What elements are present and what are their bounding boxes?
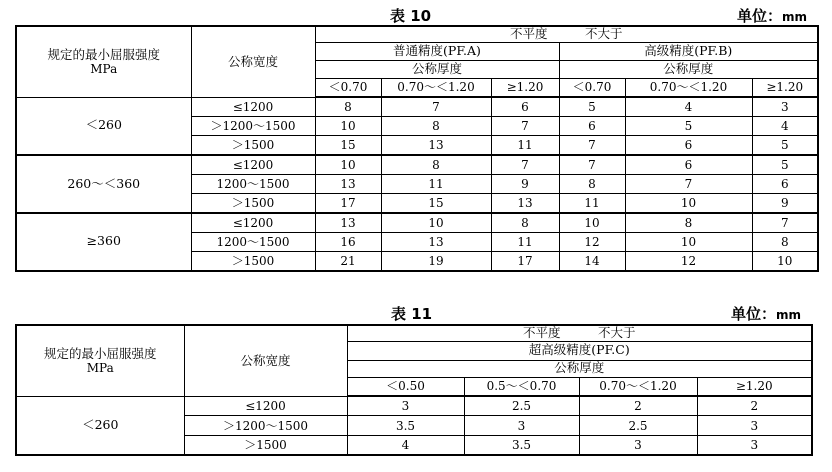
table-row [16, 97, 818, 116]
width-cell: ＞1500 [191, 136, 315, 155]
value-cell: 8 [752, 232, 818, 251]
value-cell: 10 [625, 193, 752, 212]
width-cell: ＞1500 [191, 251, 315, 270]
table11-unit-label: 单位： [731, 305, 777, 323]
width-cell: ≤1200 [191, 213, 315, 232]
t11-header-thickness: 公称厚度 [347, 360, 812, 377]
t10-strength-label: 规定的最小屈服强度 [47, 46, 160, 62]
t10-thickness-col: ≥1.20 [752, 78, 818, 97]
t10-header-normal: 普通精度(PF.A) [315, 42, 559, 60]
value-cell: 17 [491, 251, 559, 270]
value-cell: 6 [491, 97, 559, 116]
value-cell: 17 [315, 193, 381, 212]
value-cell: 8 [381, 116, 491, 135]
table10-caption: 表 10 [390, 7, 432, 25]
t11-strength-label: 规定的最小屈服强度 [43, 345, 157, 361]
strength-cell: ＜260 [16, 97, 191, 155]
t11-header-strength [16, 325, 184, 396]
t10-header-thickness-b: 公称厚度 [559, 60, 818, 78]
t11-thickness-col: ≥1.20 [697, 377, 812, 396]
t10-thickness-col: 0.70～＜1.20 [381, 78, 491, 97]
value-cell: 4 [752, 116, 818, 135]
t10-thickness-col: ≥1.20 [491, 78, 559, 97]
value-cell: 13 [315, 174, 381, 193]
value-cell: 3 [697, 416, 812, 436]
width-cell: ＞1200～1500 [191, 116, 315, 135]
value-cell: 3.5 [347, 416, 464, 436]
strength-cell: ＜260 [16, 396, 184, 455]
value-cell: 7 [491, 155, 559, 174]
value-cell: 5 [752, 155, 818, 174]
value-cell: 9 [491, 174, 559, 193]
t11-header-flatness: 不平度 不大于 [347, 325, 812, 341]
width-cell: ≤1200 [191, 97, 315, 116]
width-cell: ≤1200 [184, 396, 347, 416]
value-cell: 7 [625, 174, 752, 193]
value-cell: 21 [315, 251, 381, 270]
t11-thickness-col: 0.70～＜1.20 [579, 377, 697, 396]
value-cell: 13 [491, 193, 559, 212]
value-cell: 10 [381, 213, 491, 232]
value-cell: 2.5 [579, 416, 697, 436]
value-cell: 13 [381, 232, 491, 251]
value-cell: 6 [752, 174, 818, 193]
width-cell: 1200～1500 [191, 174, 315, 193]
width-cell: 1200～1500 [191, 232, 315, 251]
value-cell: 2 [697, 396, 812, 416]
table11-unit [731, 303, 801, 324]
value-cell: 13 [381, 136, 491, 155]
value-cell: 11 [559, 193, 625, 212]
table11-unit-value: mm [776, 308, 802, 322]
t10-strength-unit: MPa [90, 62, 118, 76]
value-cell: 19 [381, 251, 491, 270]
value-cell: 10 [559, 213, 625, 232]
value-cell: 10 [315, 155, 381, 174]
value-cell: 3 [347, 396, 464, 416]
value-cell: 3.5 [464, 435, 579, 455]
value-cell: 5 [559, 97, 625, 116]
table10-unit [737, 5, 807, 26]
table11 [15, 324, 813, 456]
value-cell: 13 [315, 213, 381, 232]
value-cell: 9 [752, 193, 818, 212]
value-cell: 4 [347, 435, 464, 455]
value-cell: 12 [559, 232, 625, 251]
width-cell: ＞1200～1500 [184, 416, 347, 436]
table-row [16, 213, 818, 232]
value-cell: 8 [625, 213, 752, 232]
t11-body [16, 396, 812, 455]
value-cell: 15 [381, 193, 491, 212]
value-cell: 15 [315, 136, 381, 155]
t11-header-super: 超高级精度(PF.C) [347, 341, 812, 360]
value-cell: 6 [625, 136, 752, 155]
t11-thickness-col: ＜0.50 [347, 377, 464, 396]
value-cell: 14 [559, 251, 625, 270]
value-cell: 4 [625, 97, 752, 116]
t10-header-strength [16, 26, 191, 97]
value-cell: 2.5 [464, 396, 579, 416]
value-cell: 10 [315, 116, 381, 135]
table10-unit-label: 单位： [737, 7, 783, 25]
value-cell: 3 [579, 435, 697, 455]
width-cell: ≤1200 [191, 155, 315, 174]
value-cell: 5 [752, 136, 818, 155]
t10-thickness-col: 0.70～＜1.20 [625, 78, 752, 97]
table10 [15, 25, 819, 272]
t10-header-width: 公称宽度 [191, 26, 315, 97]
value-cell: 16 [315, 232, 381, 251]
table10-unit-value: mm [782, 10, 808, 24]
t11-header-width: 公称宽度 [184, 325, 347, 396]
t11-strength-unit: MPa [86, 361, 114, 375]
value-cell: 8 [491, 213, 559, 232]
value-cell: 11 [491, 232, 559, 251]
value-cell: 7 [559, 136, 625, 155]
table11-caption: 表 11 [391, 305, 433, 323]
value-cell: 3 [697, 435, 812, 455]
t10-thickness-col: ＜0.70 [315, 78, 381, 97]
width-cell: ＞1500 [191, 193, 315, 212]
value-cell: 11 [491, 136, 559, 155]
value-cell: 7 [491, 116, 559, 135]
value-cell: 7 [381, 97, 491, 116]
value-cell: 7 [559, 155, 625, 174]
table-row [16, 396, 812, 416]
value-cell: 6 [559, 116, 625, 135]
value-cell: 12 [625, 251, 752, 270]
value-cell: 3 [464, 416, 579, 436]
value-cell: 6 [625, 155, 752, 174]
value-cell: 3 [752, 97, 818, 116]
value-cell: 10 [752, 251, 818, 270]
t10-body [16, 97, 818, 271]
strength-cell: ≥360 [16, 213, 191, 271]
t11-thickness-col: 0.5～＜0.70 [464, 377, 579, 396]
t10-header-flatness: 不平度 不大于 [315, 26, 818, 42]
t10-header-high: 高级精度(PF.B) [559, 42, 818, 60]
t10-header-thickness-a: 公称厚度 [315, 60, 559, 78]
width-cell: ＞1500 [184, 435, 347, 455]
value-cell: 8 [559, 174, 625, 193]
value-cell: 2 [579, 396, 697, 416]
value-cell: 7 [752, 213, 818, 232]
value-cell: 11 [381, 174, 491, 193]
value-cell: 8 [315, 97, 381, 116]
value-cell: 5 [625, 116, 752, 135]
t10-thickness-col: ＜0.70 [559, 78, 625, 97]
value-cell: 10 [625, 232, 752, 251]
strength-cell: 260～＜360 [16, 155, 191, 213]
value-cell: 8 [381, 155, 491, 174]
table-row [16, 155, 818, 174]
